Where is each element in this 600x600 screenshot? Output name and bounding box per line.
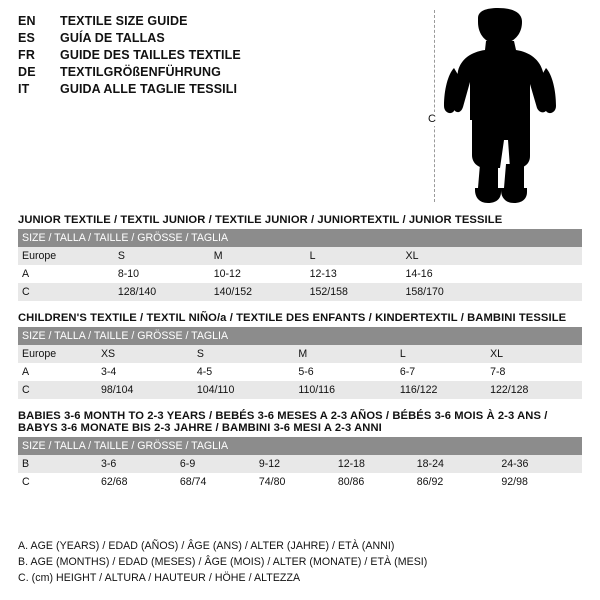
legend-item-c: C. (cm) HEIGHT / ALTURA / HAUTEUR / HÖHE / ALTEZZA xyxy=(18,572,301,584)
table-cell: Europe xyxy=(18,247,114,265)
language-code: DE xyxy=(18,65,36,79)
size-tables xyxy=(18,214,582,502)
table-cell: B xyxy=(18,455,97,473)
babies-textile-title xyxy=(18,410,582,434)
table-cell: 86/92 xyxy=(413,473,498,491)
table-cell: 92/98 xyxy=(497,473,582,491)
table-cell: 6-7 xyxy=(396,363,486,381)
table-row xyxy=(18,455,582,473)
table-cell: 3-6 xyxy=(97,455,176,473)
babies-textile-block xyxy=(18,410,582,491)
language-list xyxy=(18,14,418,99)
table-cell: C xyxy=(18,381,97,399)
table-cell: S xyxy=(114,247,210,265)
table-cell: 122/128 xyxy=(486,381,582,399)
table-cell: 18-24 xyxy=(413,455,498,473)
table-cell: M xyxy=(294,345,396,363)
table-header-cell: SIZE / TALLA / TAILLE / GRÖSSE / TAGLIA xyxy=(18,229,582,247)
junior-textile-block xyxy=(18,214,582,301)
table-cell: L xyxy=(396,345,486,363)
table-cell: 8-10 xyxy=(114,265,210,283)
table-cell: 10-12 xyxy=(210,265,306,283)
table-cell: 24-36 xyxy=(497,455,582,473)
table-cell: 3-4 xyxy=(97,363,193,381)
measurement-figure xyxy=(420,8,590,204)
legend-item-b: B. AGE (MONTHS) / EDAD (MESES) / ÂGE (MOIS) / ALTER (MONATE) / ETÀ (MESI) xyxy=(18,556,428,568)
table-cell: XL xyxy=(486,345,582,363)
language-code: FR xyxy=(18,48,36,62)
table-cell: C xyxy=(18,473,97,491)
table-cell: 9-12 xyxy=(255,455,334,473)
table-row xyxy=(18,363,582,381)
childrens-textile-block xyxy=(18,312,582,399)
table-cell: 152/158 xyxy=(306,283,402,301)
table-cell: 12-18 xyxy=(334,455,413,473)
table-cell: 80/86 xyxy=(334,473,413,491)
junior-textile-title: JUNIOR TEXTILE / TEXTIL JUNIOR / TEXTILE JUNIOR / JUNIORTEXTIL / JUNIOR TESSILE xyxy=(18,214,503,226)
table-cell: 62/68 xyxy=(97,473,176,491)
table-cell: 14-16 xyxy=(402,265,583,283)
height-measure-line xyxy=(434,10,435,202)
toddler-silhouette-icon xyxy=(442,8,582,204)
table-cell: C xyxy=(18,283,114,301)
table-cell: 140/152 xyxy=(210,283,306,301)
table-cell: 6-9 xyxy=(176,455,255,473)
table-cell: 116/122 xyxy=(396,381,486,399)
table-header-row xyxy=(18,229,582,247)
table-row xyxy=(18,473,582,491)
table-cell: Europe xyxy=(18,345,97,363)
table-header-row xyxy=(18,437,582,455)
language-code: IT xyxy=(18,82,30,96)
language-title: GUÍA DE TALLAS xyxy=(60,31,165,45)
table-cell: 104/110 xyxy=(193,381,295,399)
babies-textile-table xyxy=(18,437,582,491)
legend xyxy=(18,540,582,588)
language-title: GUIDE DES TAILLES TEXTILE xyxy=(60,48,241,62)
table-cell: 4-5 xyxy=(193,363,295,381)
table-header-row xyxy=(18,327,582,345)
babies-title-line-1: BABIES 3-6 MONTH TO 2-3 YEARS / BEBÉS 3-6 MESES A 2-3 AÑOS / BÉBÉS 3-6 MOIS À 2-3 ANS / xyxy=(18,410,548,422)
table-cell: A xyxy=(18,265,114,283)
language-title: GUIDA ALLE TAGLIE TESSILI xyxy=(60,82,238,96)
table-header-cell: SIZE / TALLA / TAILLE / GRÖSSE / TAGLIA xyxy=(18,327,582,345)
table-cell: S xyxy=(193,345,295,363)
language-code: ES xyxy=(18,31,36,45)
language-title: TEXTILE SIZE GUIDE xyxy=(60,14,188,28)
language-row xyxy=(18,48,418,62)
childrens-textile-table xyxy=(18,327,582,399)
junior-textile-table xyxy=(18,229,582,301)
language-row xyxy=(18,82,418,96)
table-cell: 5-6 xyxy=(294,363,396,381)
table-cell: 98/104 xyxy=(97,381,193,399)
table-cell: 12-13 xyxy=(306,265,402,283)
language-title: TEXTILGRÖßENFÜHRUNG xyxy=(60,65,221,79)
measure-label-c: C xyxy=(428,113,436,125)
language-row xyxy=(18,31,418,45)
table-cell: 68/74 xyxy=(176,473,255,491)
language-row xyxy=(18,65,418,79)
table-row xyxy=(18,283,582,301)
table-cell: 110/116 xyxy=(294,381,396,399)
table-cell: L xyxy=(306,247,402,265)
table-cell: 128/140 xyxy=(114,283,210,301)
language-code: EN xyxy=(18,14,36,28)
table-row xyxy=(18,265,582,283)
table-cell: XL xyxy=(402,247,583,265)
table-cell: 7-8 xyxy=(486,363,582,381)
table-cell: M xyxy=(210,247,306,265)
table-row xyxy=(18,247,582,265)
table-row xyxy=(18,381,582,399)
table-cell: XS xyxy=(97,345,193,363)
childrens-textile-title: CHILDREN'S TEXTILE / TEXTIL NIÑO/a / TEXTILE DES ENFANTS / KINDERTEXTIL / BAMBINI TESSILE xyxy=(18,312,567,324)
table-cell: 158/170 xyxy=(402,283,583,301)
table-cell: A xyxy=(18,363,97,381)
legend-item-a: A. AGE (YEARS) / EDAD (AÑOS) / ÂGE (ANS) / ALTER (JAHRE) / ETÀ (ANNI) xyxy=(18,540,395,552)
table-row xyxy=(18,345,582,363)
table-header-cell: SIZE / TALLA / TAILLE / GRÖSSE / TAGLIA xyxy=(18,437,582,455)
language-row xyxy=(18,14,418,28)
babies-title-line-2: BABYS 3-6 MONATE BIS 2-3 JAHRE / BAMBINI 3-6 MESI A 2-3 ANNI xyxy=(18,422,382,434)
table-cell: 74/80 xyxy=(255,473,334,491)
